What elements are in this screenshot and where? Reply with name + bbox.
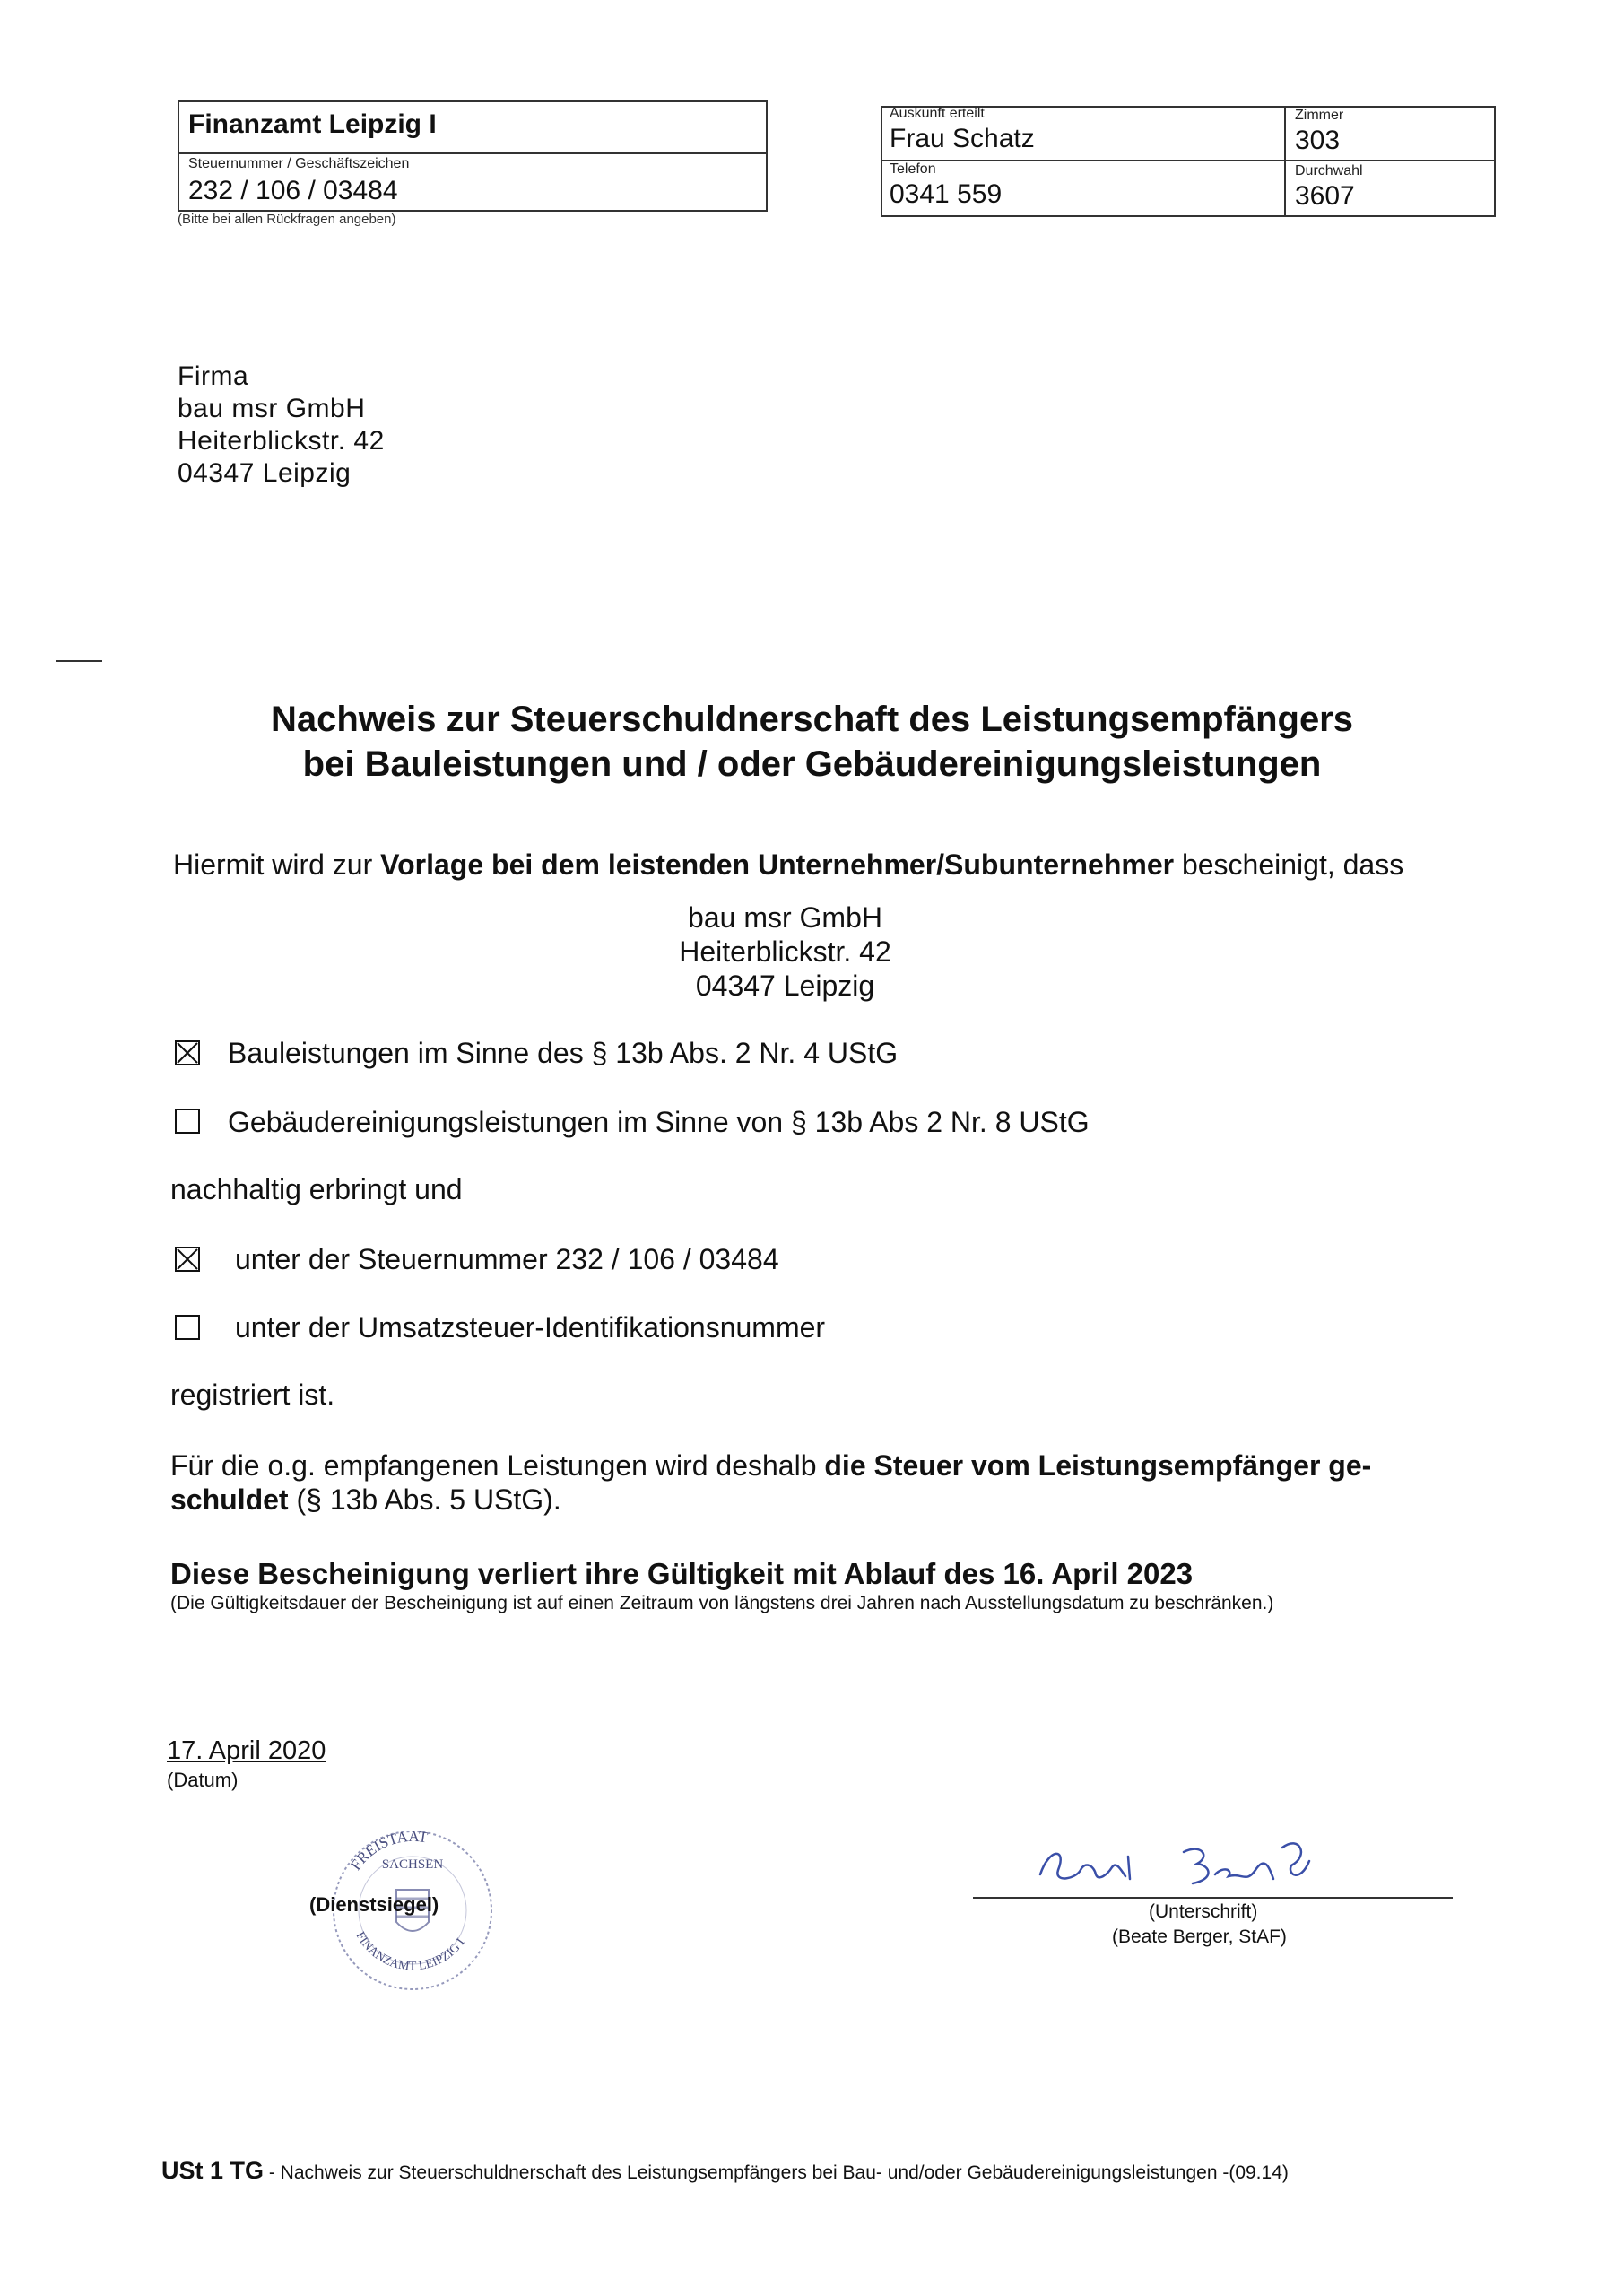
- checkbox-gebaeudereinigung[interactable]: [175, 1109, 200, 1134]
- taxno-value: 232 / 106 / 03484: [188, 176, 398, 205]
- phone-label: Telefon: [890, 161, 936, 177]
- option-ustid: unter der Umsatzsteuer-Identifikationsnummer: [235, 1311, 826, 1344]
- form-footer: [161, 2157, 1289, 2185]
- consequence-post: (§ 13b Abs. 5 UStG).: [288, 1483, 561, 1516]
- intro-post: bescheinigt, dass: [1174, 848, 1404, 881]
- date-label: (Datum): [167, 1769, 239, 1791]
- company-city: 04347 Leipzig: [695, 970, 875, 1002]
- intro-pre: Hiermit wird zur: [173, 848, 381, 881]
- room-label: Zimmer: [1295, 108, 1344, 123]
- intro-bold: Vorlage bei dem leistenden Unternehmer/Subunternehmer: [380, 848, 1175, 881]
- document-title-line-1: Nachweis zur Steuerschuldnerschaft des Leistungsempfängers: [270, 700, 1353, 739]
- ext-value: 3607: [1295, 181, 1355, 211]
- recipient-line-4: 04347 Leipzig: [178, 458, 352, 488]
- closing-text: registriert ist.: [170, 1378, 335, 1411]
- form-code: USt 1 TG: [161, 2157, 265, 2184]
- recipient-line-2: bau msr GmbH: [178, 394, 366, 423]
- contact-box-divider: [881, 160, 1496, 161]
- seal-text-sub: SACHSEN: [381, 1857, 444, 1872]
- contact-value: Frau Schatz: [890, 124, 1035, 153]
- ext-label: Durchwahl: [1295, 163, 1363, 178]
- taxno-label: Steuernummer / Geschäftszeichen: [188, 156, 410, 171]
- validity-statement: Diese Bescheinigung verliert ihre Gültigkeit mit Ablauf des 16. April 2023: [170, 1557, 1194, 1590]
- seal-text-top: FREISTAAT: [346, 1827, 430, 1874]
- option-bauleistungen: Bauleistungen im Sinne des § 13b Abs. 2 Nr. 4 UStG: [228, 1037, 899, 1069]
- consequence-bold-1: die Steuer vom Leistungsempfänger ge-: [824, 1449, 1372, 1482]
- consequence-line-2: [170, 1483, 561, 1517]
- signer-name: (Beate Berger, StAF): [1112, 1926, 1287, 1947]
- office-box-divider: [178, 152, 768, 154]
- check-cross-icon: [177, 1248, 198, 1270]
- option-gebaeudereinigung: Gebäudereinigungsleistungen im Sinne von § 13b Abs 2 Nr. 8 UStG: [228, 1106, 1090, 1138]
- document-title-line-2: bei Bauleistungen und / oder Gebäudereinigungsleistungen: [302, 744, 1322, 784]
- signature-label: (Unterschrift): [1149, 1901, 1258, 1922]
- recipient-address: [178, 361, 385, 490]
- seal-label: (Dienstsiegel): [309, 1893, 439, 1916]
- form-description: - Nachweis zur Steuerschuldnerschaft des Leistungsempfängers bei Bau- und/oder Gebäudereinigungsleistungen -(09.14): [264, 2162, 1289, 2183]
- checkbox-bauleistungen[interactable]: [175, 1040, 200, 1065]
- signature-scribble: [1031, 1830, 1354, 1901]
- contact-label: Auskunft erteilt: [890, 106, 985, 121]
- company-name: bau msr GmbH: [688, 901, 882, 934]
- consequence-line-1: [170, 1449, 1371, 1483]
- recipient-line-1: Firma: [178, 361, 249, 391]
- company-street: Heiterblickstr. 42: [679, 935, 891, 968]
- connector-text: nachhaltig erbringt und: [170, 1173, 463, 1205]
- issue-date: 17. April 2020: [167, 1736, 326, 1765]
- seal-text-bottom: FINANZAMT LEIPZIG I: [352, 1929, 468, 1974]
- validity-note: (Die Gültigkeitsdauer der Bescheinigung ist auf einen Zeitraum von längstens drei Jahren nach Ausstellungsdatum zu beschränken.): [170, 1593, 1274, 1613]
- phone-value: 0341 559: [890, 179, 1003, 209]
- recipient-line-3: Heiterblickstr. 42: [178, 426, 385, 456]
- check-cross-icon: [177, 1042, 198, 1064]
- contact-box-vdivider: [1284, 106, 1286, 217]
- checkbox-ustid[interactable]: [175, 1315, 200, 1340]
- fold-mark: [56, 660, 102, 662]
- room-value: 303: [1295, 126, 1341, 155]
- intro-sentence: [173, 848, 1403, 882]
- header-note: (Bitte bei allen Rückfragen angeben): [178, 212, 396, 227]
- option-steuernummer: unter der Steuernummer 232 / 106 / 03484: [235, 1243, 779, 1275]
- checkbox-steuernummer[interactable]: [175, 1247, 200, 1272]
- office-name: Finanzamt Leipzig I: [188, 109, 437, 139]
- signature-line: [973, 1897, 1453, 1899]
- consequence-bold-2: schuldet: [170, 1483, 289, 1516]
- consequence-pre: Für die o.g. empfangenen Leistungen wird deshalb: [170, 1449, 825, 1482]
